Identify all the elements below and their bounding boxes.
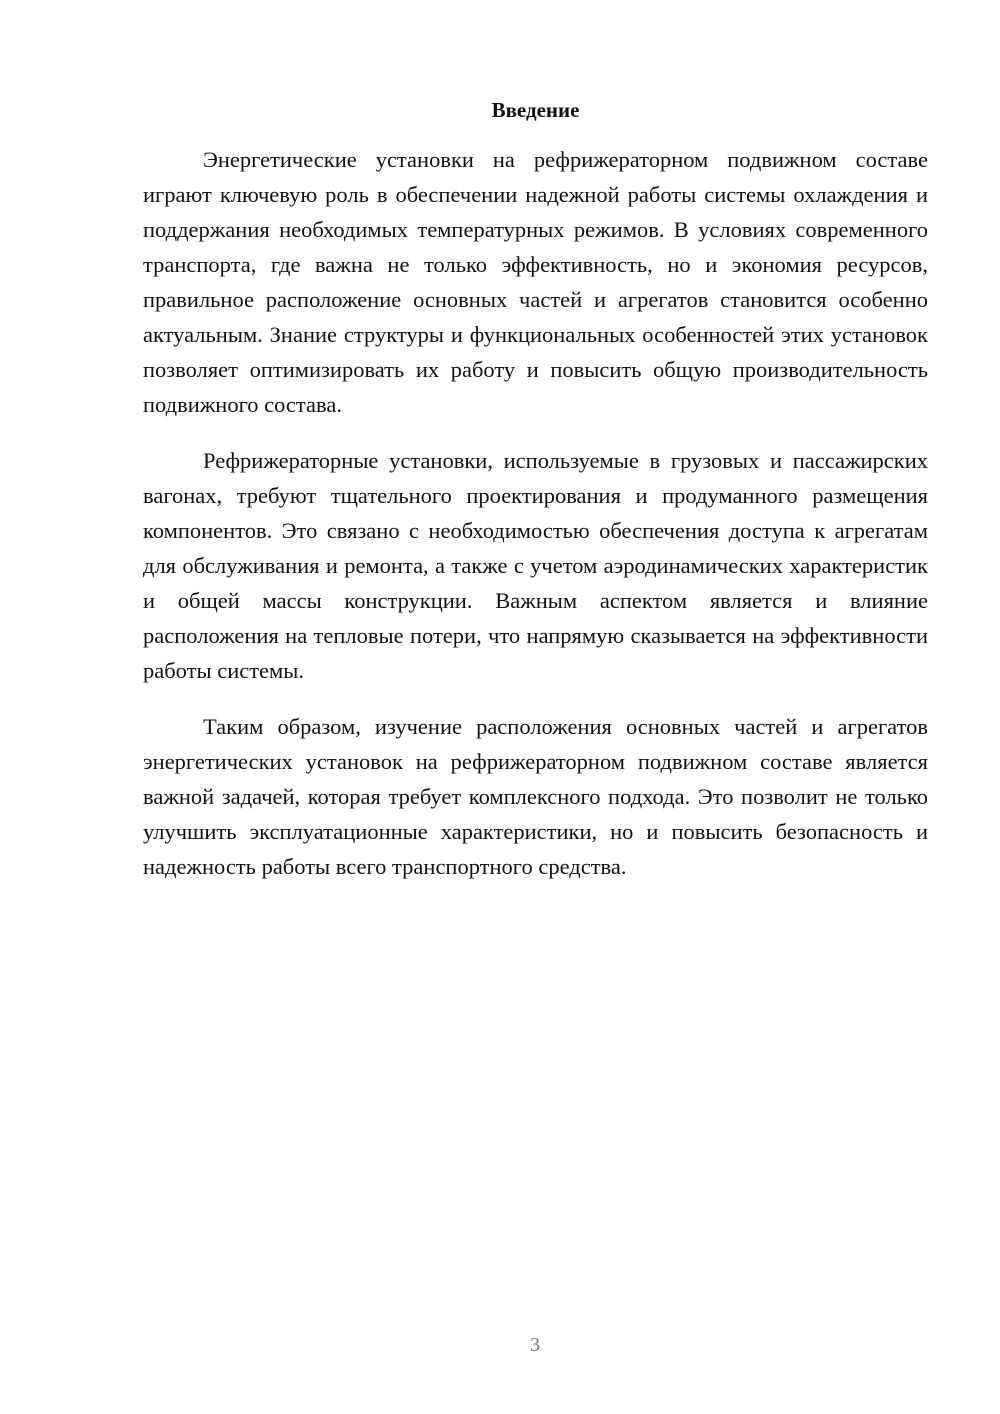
section-heading: Введение xyxy=(491,98,580,122)
paragraph-3: Таким образом, изучение расположения основных частей и агрегатов энергетических установок на рефрижераторном подвижном составе является важной задачей, которая требует комплексного подхода. Это позволит не только улучшить эксплуатационные характеристики, но и повысить безопасность и надежность работы всего транспортного средства. xyxy=(143,714,928,879)
body-text xyxy=(143,142,928,905)
page-number: 3 xyxy=(530,1334,540,1356)
paragraph-1: Энергетические установки на рефрижераторном подвижном составе играют ключевую роль в обеспечении надежной работы системы охлаждения и поддержания необходимых температурных режимов. В условиях современного транспорта, где важна не только эффективность, но и экономия ресурсов, правильное расположение основных частей и агрегатов становится особенно актуальным. Знание структуры и функциональных особенностей этих установок позволяет оптимизировать их работу и повысить общую производительность подвижного состава. xyxy=(143,147,928,417)
paragraph-2: Рефрижераторные установки, используемые в грузовых и пассажирских вагонах, требуют тщательного проектирования и продуманного размещения компонентов. Это связано с необходимостью обеспечения доступа к агрегатам для обслуживания и ремонта, а также с учетом аэродинамических характеристик и общей массы конструкции. Важным аспектом является и влияние расположения на тепловые потери, что напрямую сказывается на эффективности работы системы. xyxy=(143,448,928,683)
